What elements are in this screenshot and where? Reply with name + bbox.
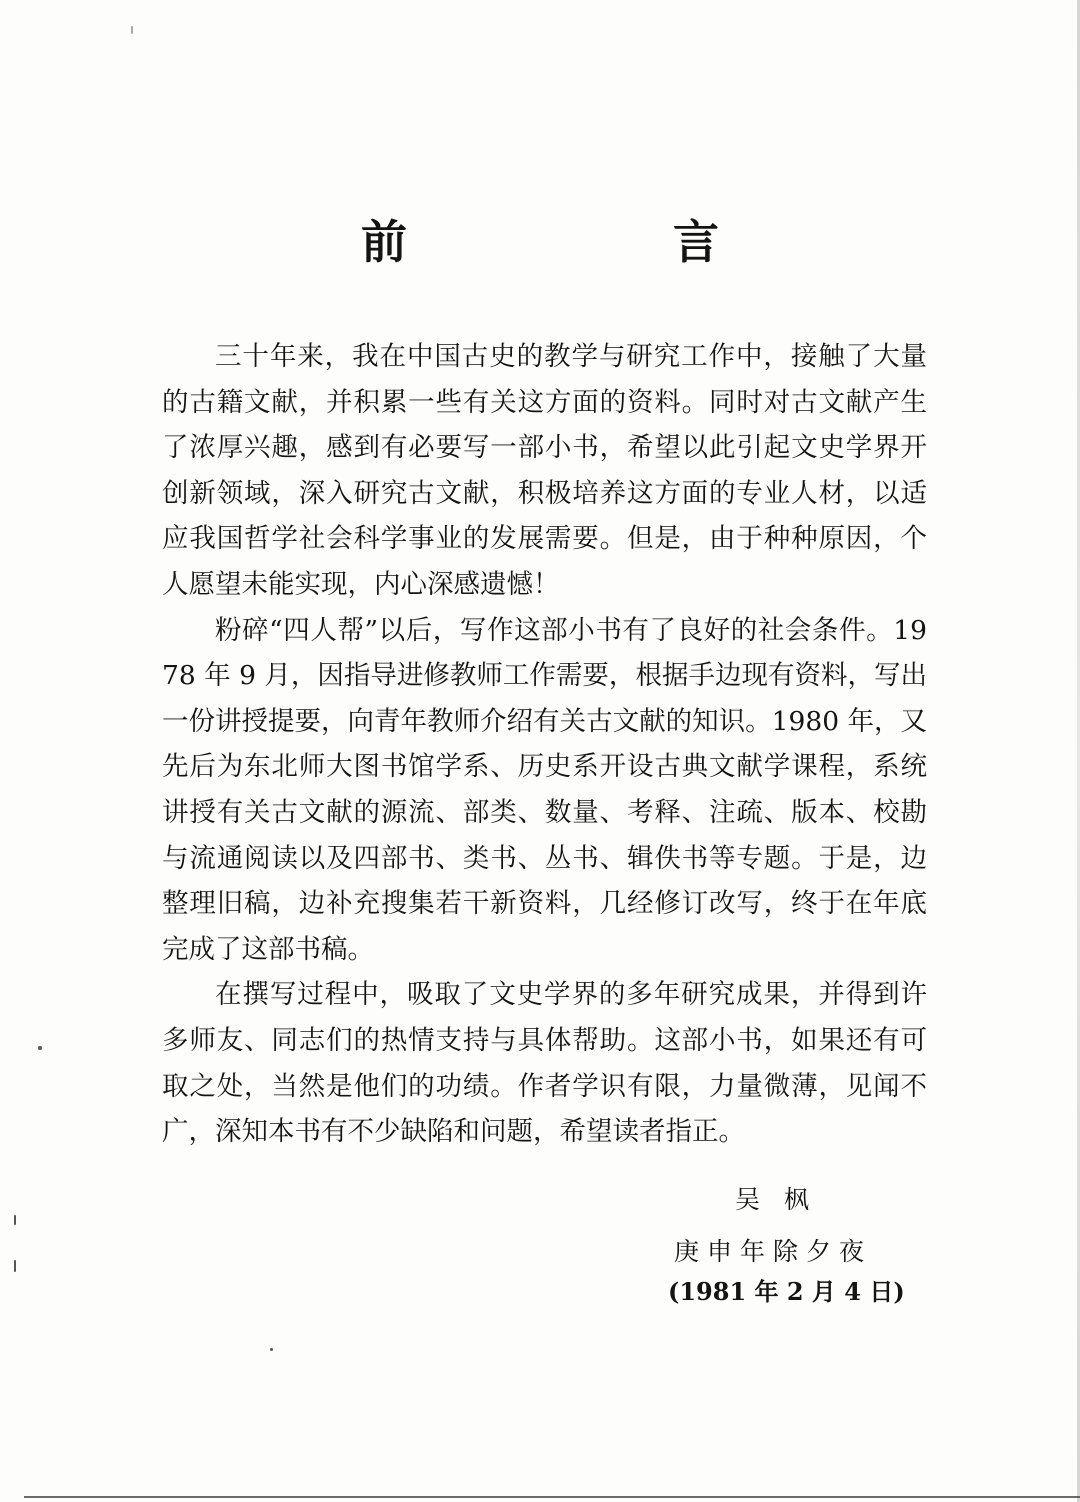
paragraph-1: 三十年来，我在中国古史的教学与研究工作中，接触了大量的古籍文献，并积累一些有关这方面的资料。同时对古文献产生了浓厚兴趣，感到有必要写一部小书，希望以此引起文史学界开创新领域，深入研究古文献，积极培养这方面的专业人材，以适应我国哲学社会科学事业的发展需要。但是，由于种种原因，个人愿望未能实现，内心深感遗憾！ xyxy=(162,341,927,600)
scan-speck xyxy=(14,1215,16,1225)
paragraph-3: 在撰写过程中，吸取了文史学界的多年研究成果，并得到许多师友、同志们的热情支持与具体帮助。这部小书，如果还有可取之处，当然是他们的功绩。作者学识有限，力量微薄，见闻不广，深知本书有不少缺陷和问题，希望读者指正。 xyxy=(162,979,927,1148)
solar-date: (1981 年 2 月 4 日) xyxy=(668,1277,905,1306)
scan-speck xyxy=(131,26,133,34)
author-name: 吴枫 xyxy=(735,1185,834,1214)
paragraph-2: 粉碎“四人帮”以后，写作这部小书有了良好的社会条件。1978 年 9 月，因指导进修教师工作需要，根据手边现有资料，写出一份讲授提要，向青年教师介绍有关古文献的知识。1980 年，又先后为东北师大图书馆学系、历史系开设古典文献学课程，系统讲授有关古文献的源流、部类、数量、考释、注疏、版本、校勘与流通阅读以及四部书、类书、丛书、辑佚书等专题。于是，边整理旧稿，边补充搜集若干新资料，几经修订改写，终于在年底完成了这部书稿。 xyxy=(162,614,927,965)
page-title: 前 言 xyxy=(361,215,829,269)
bottom-rule xyxy=(24,1496,1080,1498)
preface-body xyxy=(162,334,927,1155)
scan-speck xyxy=(14,1260,16,1272)
scan-speck xyxy=(270,1348,273,1351)
lunar-date: 庚申年除夕夜 xyxy=(674,1237,873,1266)
scan-speck xyxy=(38,1046,42,1050)
